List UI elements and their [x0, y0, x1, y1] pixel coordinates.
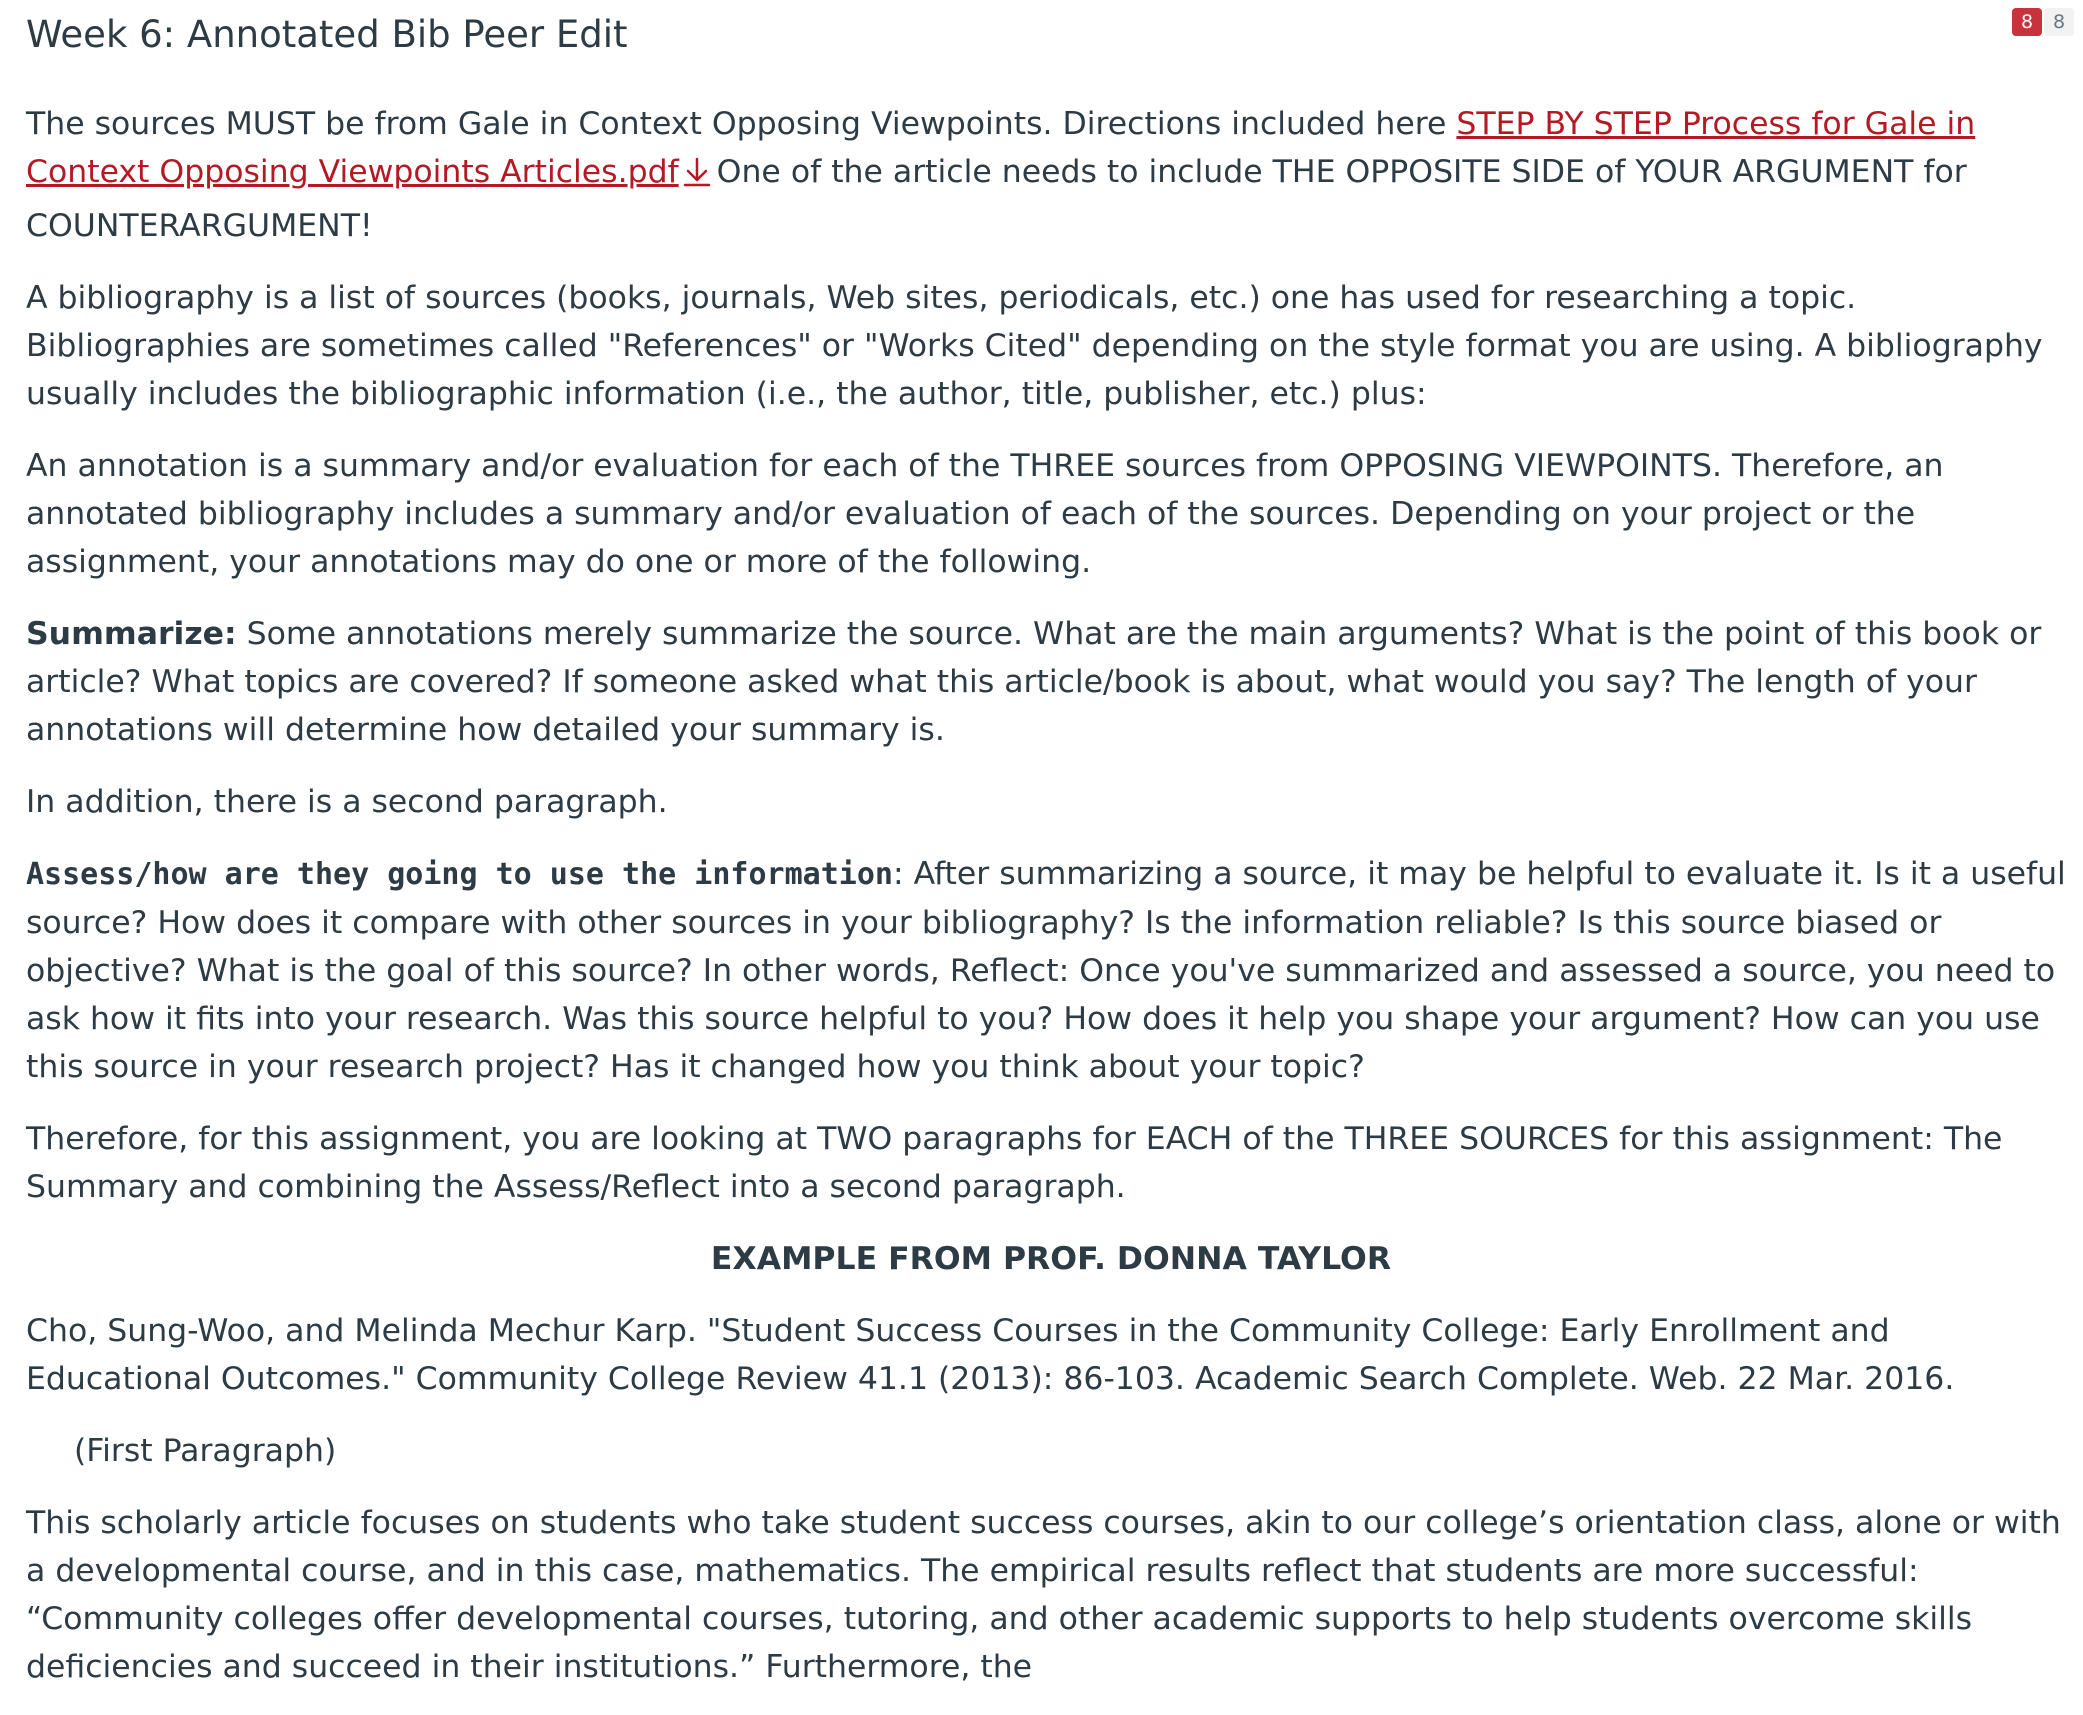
instructions-pdf-link[interactable]: STEP BY STEP Process for Gale in Context Opposing Viewpoints Articles.pdf [26, 106, 1976, 190]
assignment-summary: Therefore, for this assignment, you are looking at TWO paragraphs for EACH of the THREE SOURCES for this assignment: The Summary and combining the Assess/Reflect into a second paragraph. [26, 1121, 2003, 1205]
bibliography-definition: A bibliography is a list of sources (books, journals, Web sites, periodicals, etc.) one has used for researching a topic. Bibliographies are sometimes called "References" or "Works Cited" depending on the style format you are using. A bibliography usually includes the bibliographic information (i.e., the author, title, publisher, etc.) plus: [26, 280, 2043, 412]
page-title: Week 6: Annotated Bib Peer Edit [26, 13, 628, 56]
download-icon[interactable] [683, 154, 711, 202]
assignment-page [26, 0, 2076, 1685]
assess-text: : After summarizing a source, it may be helpful to evaluate it. Is it a useful source? How does it compare with other sources in your bibliography? Is the information reliable? Is this source biased or objective? What is the goal of this source? In other words, Reflect: Once you've summarized and assessed a source, you need to ask how it fits into your research. Was this source helpful to you? How does it help you shape your argument? How can you use this source in your research project? Has it changed how you think about your topic? [26, 856, 2066, 1085]
example-heading: EXAMPLE FROM PROF. DONNA TAYLOR [710, 1241, 1392, 1277]
assignment-description [26, 100, 2076, 1715]
unread-count-badge[interactable]: 8 [2012, 8, 2042, 36]
summarize-paragraph [26, 610, 2076, 754]
summarize-text: Some annotations merely summarize the source. What are the main arguments? What is the point of this book or article? What topics are covered? If someone asked what this article/book is about, what would you say? The length of your annotations will determine how detailed your summary is. [26, 616, 2042, 748]
assess-label: Assess/how are they going to use the information [26, 857, 893, 892]
example-first-paragraph: This scholarly article focuses on students who take student success courses, akin to our college’s orientation class, alone or with a developmental course, and in this case, mathematics. The empirical results reflect that students are more successful: “Community colleges offer developmental courses, tutoring, and other academic supports to help students overcome skills deficiencies and succeed in their institutions.” Furthermore, the [26, 1505, 2061, 1685]
count-badge[interactable]: 8 [2044, 8, 2074, 36]
annotation-definition: An annotation is a summary and/or evaluation for each of the THREE sources from OPPOSING VIEWPOINTS. Therefore, an annotated bibliography includes a summary and/or evaluation of each of the sources. Depending on your project or the assignment, your annotations may do one or more of the following. [26, 448, 1944, 580]
counterargument-note: One of the article needs to include THE OPPOSITE SIDE of YOUR ARGUMENT for COUNTERARGUMENT! [26, 154, 1967, 244]
assess-paragraph [26, 850, 2076, 1091]
second-paragraph-note: In addition, there is a second paragraph. [26, 784, 668, 820]
first-paragraph-label: (First Paragraph) [74, 1433, 337, 1469]
summarize-label: Summarize: [26, 616, 237, 652]
example-citation: Cho, Sung-Woo, and Melinda Mechur Karp. "Student Success Courses in the Community College: Early Enrollment and Educational Outcomes." Community College Review 41.1 (2013): 86-103. Academic Search Complete. Web. 22 Mar. 2016. [26, 1313, 1955, 1397]
sources-paragraph [26, 100, 2076, 250]
sources-intro-text: The sources MUST be from Gale in Context Opposing Viewpoints. Directions included here [26, 106, 1457, 142]
